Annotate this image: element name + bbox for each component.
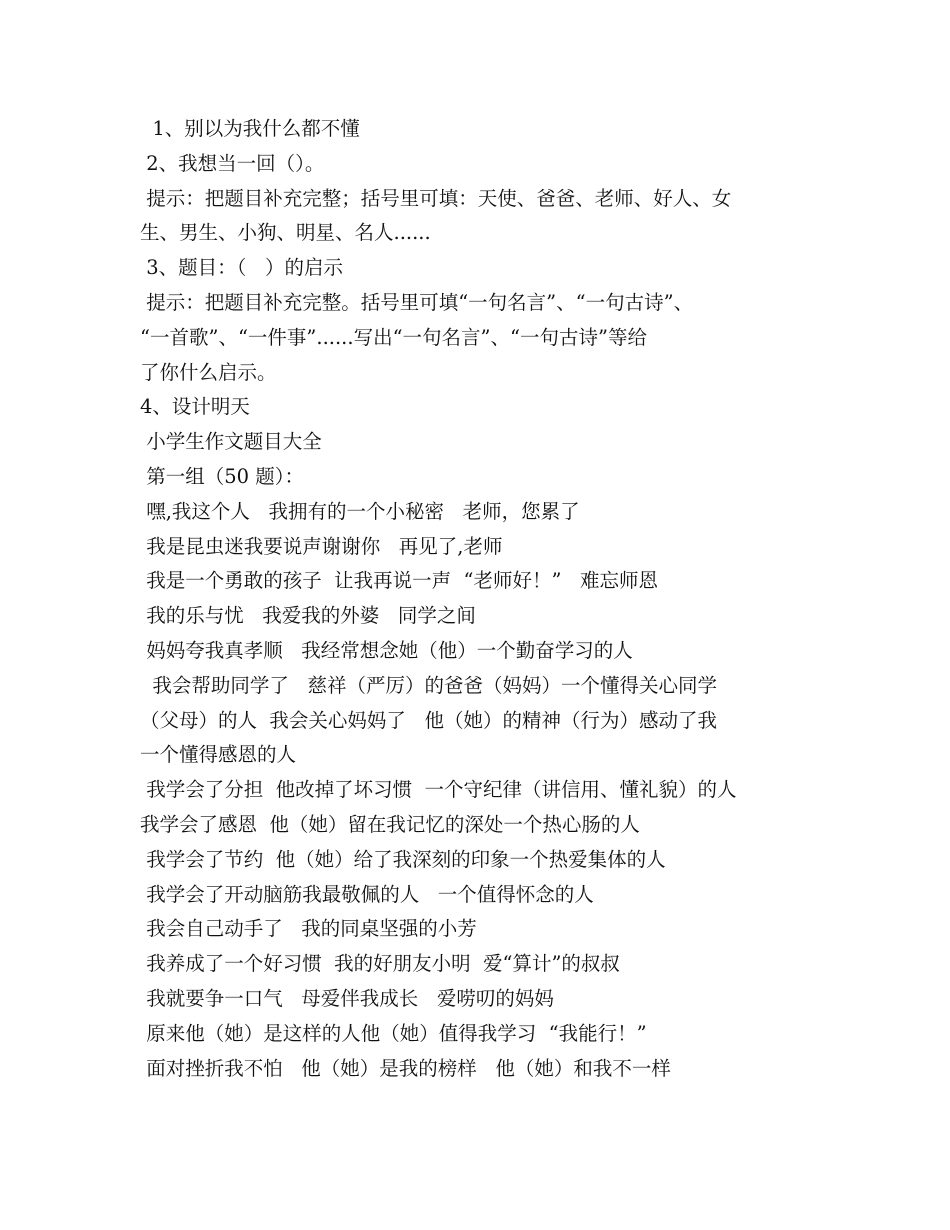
text-line: 生、男生、小狗、明星、名人...... bbox=[140, 221, 431, 245]
text-line: 我就要争一口气 母爱伴我成长 爱唠叨的妈妈 bbox=[140, 986, 554, 1010]
text-line: 2、我想当一回（）。 bbox=[140, 151, 325, 175]
text-line: 我学会了开动脑筋我最敬佩的人 一个值得怀念的人 bbox=[140, 882, 594, 906]
text-line: 嘿,我这个人 我拥有的一个小秘密 老师，您累了 bbox=[140, 499, 580, 523]
document-body bbox=[140, 112, 820, 1086]
text-line: 我学会了节约 他（她）给了我深刻的印象一个热爱集体的人 bbox=[140, 847, 666, 871]
text-line: 我是昆虫迷我要说声谢谢你 再见了,老师 bbox=[140, 534, 503, 558]
text-line: 小学生作文题目大全 bbox=[140, 430, 322, 454]
text-line: 3、题目：（ ）的启示 bbox=[140, 256, 343, 280]
text-line: 一个懂得感恩的人 bbox=[140, 743, 297, 767]
text-line: 我学会了分担 他改掉了坏习惯 一个守纪律（讲信用、懂礼貌）的人 bbox=[140, 778, 737, 802]
text-line: 提示：把题目补充完整。括号里可填“一句名言”、“一句古诗”、 bbox=[140, 290, 694, 314]
text-line: 我会帮助同学了 慈祥（严厉）的爸爸（妈妈）一个懂得关心同学 bbox=[140, 673, 717, 697]
text-line: （父母）的人 我会关心妈妈了 他（她）的精神（行为）感动了我 bbox=[140, 708, 717, 732]
text-line: 了你什么启示。 bbox=[140, 360, 277, 384]
text-line: 面对挫折我不怕 他（她）是我的榜样 他（她）和我不一样 bbox=[140, 1056, 671, 1080]
text-line: 我是一个勇敢的孩子 让我再说一声 “老师好！” 难忘师恩 bbox=[140, 569, 659, 593]
text-line: 原来他（她）是这样的人他（她）值得我学习 “我能行！” bbox=[140, 1021, 647, 1045]
text-line: 提示：把题目补充完整；括号里可填：天使、爸爸、老师、好人、女 bbox=[140, 186, 732, 210]
text-line: “一首歌”、“一件事”......写出“一句名言”、“一句古诗”等给 bbox=[140, 325, 647, 349]
text-line: 我养成了一个好习惯 我的好朋友小明 爱“算计”的叔叔 bbox=[140, 952, 620, 976]
text-line: 我学会了感恩 他（她）留在我记忆的深处一个热心肠的人 bbox=[140, 812, 640, 836]
text-line: 我的乐与忧 我爱我的外婆 同学之间 bbox=[140, 604, 476, 628]
text-line: 第一组（50 题）： bbox=[140, 464, 304, 488]
text-line: 我会自己动手了 我的同桌坚强的小芳 bbox=[140, 917, 477, 941]
text-line: 妈妈夸我真孝顺 我经常想念她（他）一个勤奋学习的人 bbox=[140, 638, 633, 662]
text-line: 4、设计明天 bbox=[140, 395, 250, 419]
text-line: 1、别以为我什么都不懂 bbox=[140, 117, 360, 140]
